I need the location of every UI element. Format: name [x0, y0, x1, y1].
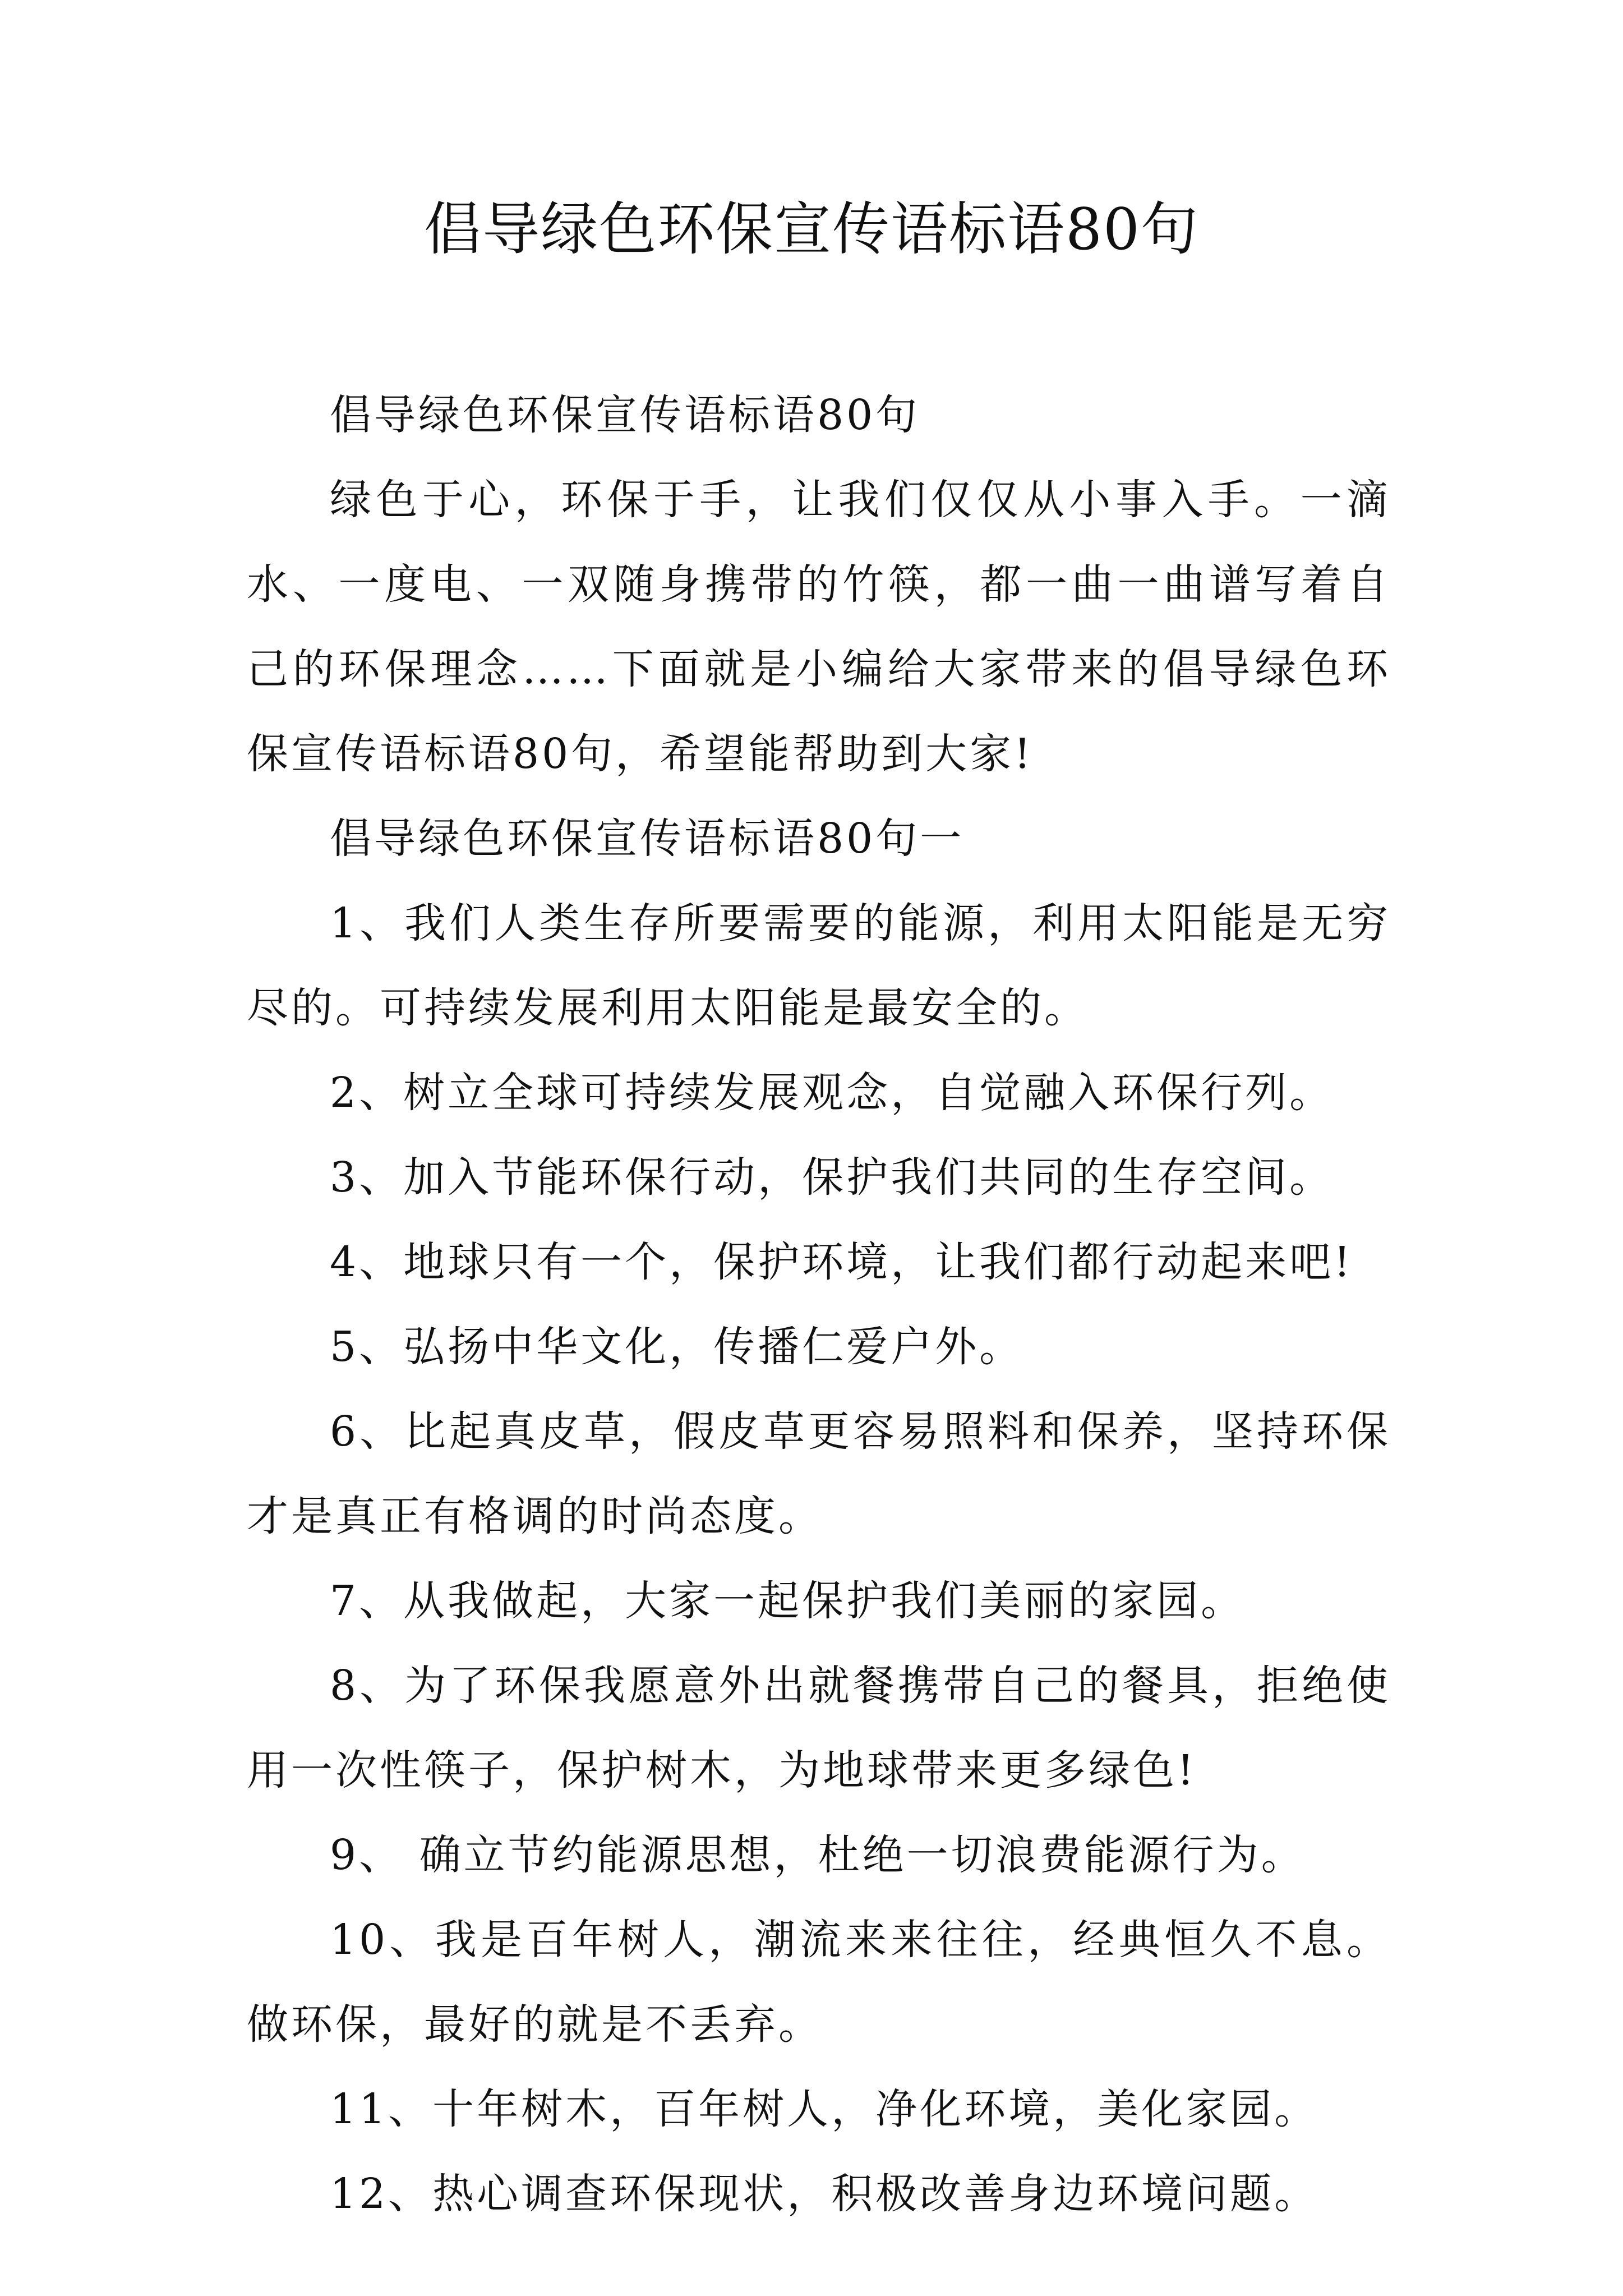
slogan-item-12: 12、热心调查环保现状，积极改善身边环境问题。 — [330, 2170, 1319, 2218]
page-title: 倡导绿色环保宣传语标语80句 — [424, 196, 1199, 263]
slogan-item-10: 10、我是百年树人，潮流来来往往，经典恒久不息。做环保，最好的就是不丢弃。 — [247, 1916, 1391, 2049]
slogan-item-2: 2、树立全球可持续发展观念，自觉融入环保行列。 — [330, 1069, 1334, 1117]
slogan-item-6: 6、比起真皮草，假皮草更容易照料和保养，坚持环保才是真正有格调的时尚态度。 — [247, 1407, 1391, 1540]
slogan-item-7: 7、从我做起，大家一起保护我们美丽的家园。 — [330, 1577, 1246, 1625]
slogan-item-9: 9、 确立节约能源思想，杜绝一切浪费能源行为。 — [330, 1831, 1306, 1879]
paragraph-subtitle: 倡导绿色环保宣传语标语80句 — [330, 391, 920, 439]
paragraph-intro: 绿色于心，环保于手，让我们仅仅从小事入手。一滴水、一度电、一双随身携带的竹筷，都一曲一曲谱写着自己的环保理念……下面就是小编给大家带来的倡导绿色环保宣传语标语80句，希望能帮助到大家! — [247, 476, 1391, 778]
section-heading: 倡导绿色环保宣传语标语80句一 — [330, 815, 965, 863]
document-body — [247, 373, 1391, 2237]
slogan-item-11: 11、十年树木，百年树人，净化环境，美化家园。 — [330, 2085, 1319, 2133]
slogan-item-8: 8、为了环保我愿意外出就餐携带自己的餐具，拒绝使用一次性筷子，保护树木，为地球带来更多绿色! — [247, 1662, 1391, 1795]
slogan-item-3: 3、加入节能环保行动，保护我们共同的生存空间。 — [330, 1153, 1334, 1202]
slogan-item-5: 5、弘扬中华文化，传播仁爱户外。 — [330, 1323, 1024, 1371]
slogan-item-4: 4、地球只有一个，保护环境，让我们都行动起来吧! — [330, 1238, 1353, 1286]
slogan-item-1: 1、我们人类生存所要需要的能源，利用太阳能是无穷尽的。可持续发展利用太阳能是最安全的。 — [247, 899, 1391, 1032]
